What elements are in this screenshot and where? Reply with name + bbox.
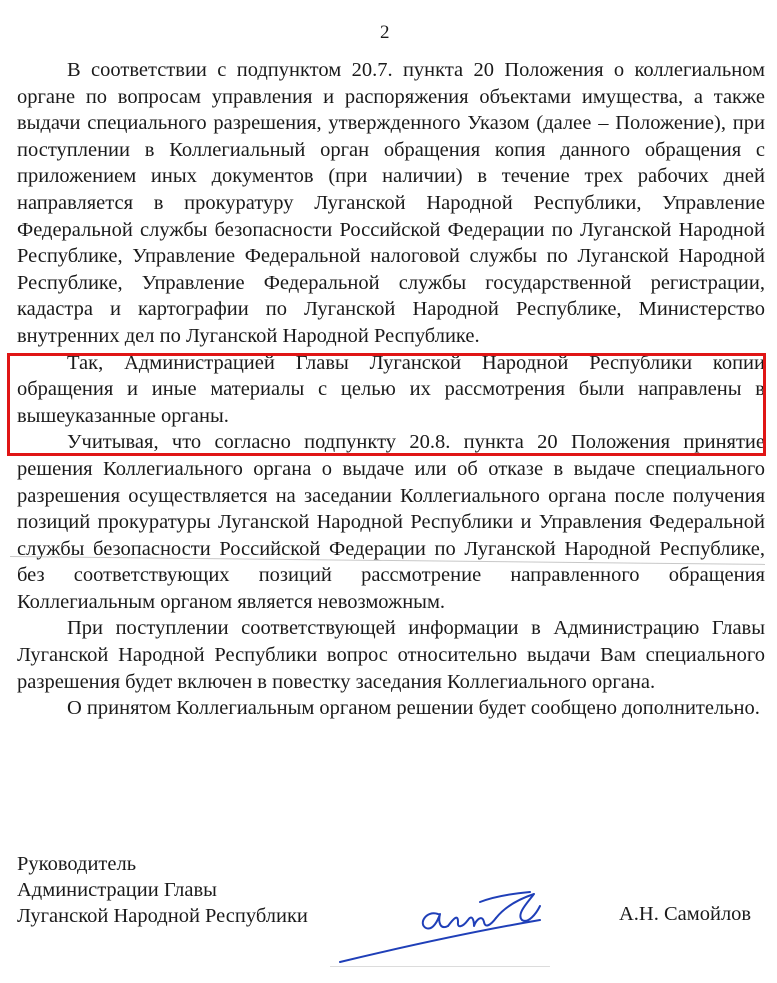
paragraph-decision-conditions: Учитывая, что согласно подпункту 20.8. пункта 20 Положения принятие решения Коллегиального органа о выдаче или об отказе в выдаче специального разрешения осуществляется на заседании Коллегиального органа после получения позиций прокуратуры Луганской Народной Республики и Управления Федеральной службы безопасности Российской Федерации по Луганской Народной Республике, без соответствующих позиций рассмотрение направленного обращения Коллегиальным органом является невозможным. <box>17 431 765 613</box>
signer-position-line: Луганской Народной Республики <box>17 905 308 927</box>
handwritten-signature <box>330 880 560 970</box>
signature-block <box>17 851 308 929</box>
paragraph-agenda-inclusion: При поступлении соответствующей информации в Администрацию Главы Луганской Народной Республики вопрос относительно выдачи Вам специального разрешения будет включен в повестку заседания Коллегиального органа. <box>17 617 765 693</box>
letter-body <box>17 57 765 722</box>
paragraph-notification: О принятом Коллегиальным органом решении будет сообщено дополнительно. <box>67 697 760 720</box>
page-number: 2 <box>380 22 390 43</box>
paragraph-materials-sent: Так, Администрацией Главы Луганской Народной Республики копии обращения и иные материалы с целью их рассмотрения были направлены в вышеуказанные органы. <box>17 351 765 427</box>
signer-position-line: Администрации Главы <box>17 879 217 901</box>
signer-position-line: Руководитель <box>17 853 137 875</box>
paragraph-legal-basis: В соответствии с подпунктом 20.7. пункта 20 Положения о коллегиальном органе по вопросам управления и распоряжения объектами имущества, а также выдачи специального разрешения, утвержденного Указом (далее – Положение), при поступлении в Коллегиальный орган обращения копия данного обращения с приложением иных документов (при наличии) в течение трех рабочих дней направляется в прокуратуру Луганской Народной Республики, Управление Федеральной службы безопасности Российской Федерации по Луганской Народной Республике, Управление Федеральной налоговой службы по Луганской Народной Республике, Управление Федеральной службы государственной регистрации, кадастра и картографии по Луганской Народной Республике, Министерство внутренних дел по Луганской Народной Республике. <box>17 59 765 347</box>
signer-name: А.Н. Самойлов <box>619 903 752 925</box>
